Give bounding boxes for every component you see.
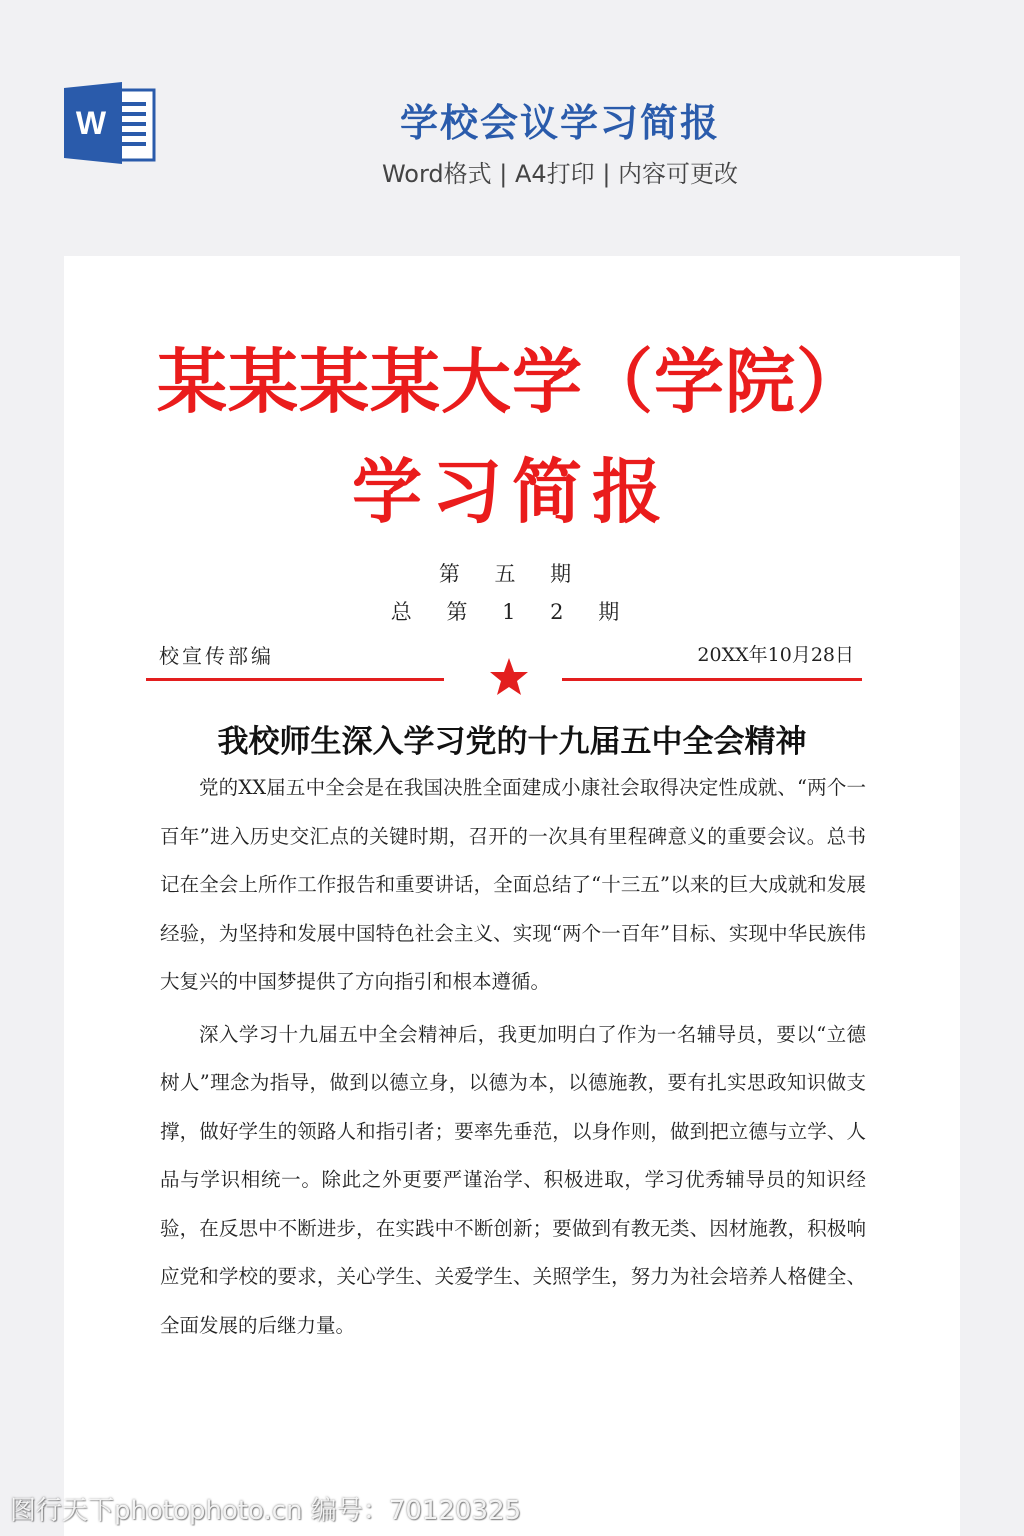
brief-title: 学习简报 — [352, 450, 672, 533]
page-subtitle: Word格式 | A4打印 | 内容可更改 — [381, 160, 739, 188]
editor-label: 校宣传部编 — [159, 644, 274, 668]
divider-left — [146, 678, 444, 681]
article-body — [160, 764, 866, 1354]
page-title: 学校会议学习简报 — [399, 101, 720, 145]
article-paragraph: 党的XX届五中全会是在我国决胜全面建成小康社会取得决定性成就、“两个一百年”进入历史交汇点的关键时期，召开的一次具有里程碑意义的重要会议。总书记在全会上所作工作报告和重要讲话，全面总结了“十三五”以来的巨大成就和发展经验，为坚持和发展中国特色社会主义、实现“两个一百年”目标、实现中华民族伟大复兴的中国梦提供了方向指引和根本遵循。 — [160, 776, 866, 993]
article-paragraph: 深入学习十九届五中全会精神后，我更加明白了作为一名辅导员，要以“立德树人”理念为指导，做到以德立身，以德为本，以德施教，要有扎实思政知识做支撑，做好学生的领路人和指引者；要率先垂范，以身作则，做到把立德与立学、人品与学识相统一。除此之外更要严谨治学、积极进取，学习优秀辅导员的知识经验，在反思中不断进步，在实践中不断创新；要做到有教无类、因材施教，积极响应党和学校的要求，关心学生、关爱学生、关照学生，努力为社会培养人格健全、全面发展的后继力量。 — [160, 1022, 866, 1337]
issue-date: 20XX年10月28日 — [697, 644, 854, 666]
star-icon — [488, 656, 530, 698]
word-document-icon — [64, 82, 156, 164]
document-page — [64, 256, 960, 1536]
issue-number: 第 五 期 — [438, 562, 586, 586]
org-title: 某某某某大学（学院） — [157, 340, 867, 423]
article-title: 我校师生深入学习党的十九届五中全会精神 — [217, 724, 807, 760]
issue-total: 总 第 1 2 期 — [390, 600, 634, 624]
divider-right — [562, 678, 862, 681]
word-logo-letter: W — [75, 105, 107, 141]
watermark: 图行天下photophoto.cn 编号：70120325 — [10, 1496, 522, 1526]
